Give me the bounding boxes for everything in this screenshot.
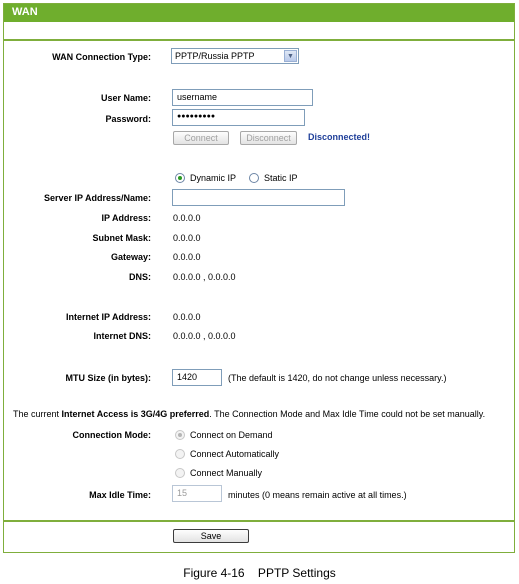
max-idle-input[interactable]: 15: [172, 485, 222, 502]
notice-suffix: . The Connection Mode and Max Idle Time could not be set manually.: [209, 409, 486, 419]
footer-divider: [4, 520, 514, 522]
wan-type-value: PPTP/Russia PPTP: [175, 51, 255, 61]
password-input[interactable]: ●●●●●●●●●: [172, 109, 305, 126]
password-label: Password:: [105, 114, 151, 124]
notice-prefix: The current: [13, 409, 62, 419]
gateway-label: Gateway:: [110, 252, 151, 262]
username-label: User Name:: [100, 93, 151, 103]
connect-manually-radio[interactable]: [175, 468, 185, 478]
dynamic-ip-radio[interactable]: [175, 173, 185, 183]
chevron-down-icon[interactable]: ▼: [284, 50, 297, 62]
mtu-input[interactable]: 1420: [172, 369, 222, 386]
mtu-label: MTU Size (in bytes):: [65, 373, 151, 383]
panel-title: WAN: [12, 6, 38, 18]
header-divider: [4, 39, 514, 41]
server-label: Server IP Address/Name:: [43, 193, 151, 203]
dns-value: 0.0.0.0 , 0.0.0.0: [173, 272, 236, 282]
static-ip-radio[interactable]: [249, 173, 259, 183]
gateway-value: 0.0.0.0: [173, 252, 201, 262]
static-ip-label: Static IP: [264, 173, 298, 183]
access-notice: [13, 409, 485, 419]
internet-dns-label: Internet DNS:: [93, 331, 151, 341]
subnet-mask-label: Subnet Mask:: [92, 233, 151, 243]
connection-status: Disconnected!: [308, 132, 371, 142]
panel-header: [4, 4, 514, 22]
mtu-hint: (The default is 1420, do not change unless necessary.): [228, 373, 447, 383]
notice-bold: Internet Access is 3G/4G preferred: [61, 409, 210, 419]
wan-type-label: WAN Connection Type:: [52, 52, 151, 62]
connect-button[interactable]: Connect: [173, 131, 229, 145]
username-input[interactable]: username: [172, 89, 313, 106]
connect-manually-label: Connect Manually: [190, 468, 263, 478]
dynamic-ip-label: Dynamic IP: [190, 173, 237, 183]
wan-type-select[interactable]: [171, 48, 299, 64]
internet-ip-label: Internet IP Address:: [65, 312, 151, 322]
save-button[interactable]: Save: [173, 529, 249, 543]
internet-dns-value: 0.0.0.0 , 0.0.0.0: [173, 331, 236, 341]
figure-caption: Figure 4-16 PPTP Settings: [183, 566, 336, 580]
disconnect-button[interactable]: Disconnect: [240, 131, 297, 145]
connect-on-demand-radio[interactable]: [175, 430, 185, 440]
connect-automatically-label: Connect Automatically: [190, 449, 280, 459]
ip-address-value: 0.0.0.0: [173, 213, 201, 223]
server-input[interactable]: [172, 189, 345, 206]
connect-automatically-radio[interactable]: [175, 449, 185, 459]
internet-ip-value: 0.0.0.0: [173, 312, 201, 322]
subnet-mask-value: 0.0.0.0: [173, 233, 201, 243]
dns-label: DNS:: [129, 272, 151, 282]
connect-on-demand-label: Connect on Demand: [190, 430, 273, 440]
connection-mode-label: Connection Mode:: [72, 430, 151, 440]
max-idle-hint: minutes (0 means remain active at all times.): [228, 490, 407, 500]
ip-address-label: IP Address:: [101, 213, 151, 223]
max-idle-label: Max Idle Time:: [89, 490, 151, 500]
wan-panel: [3, 3, 515, 553]
